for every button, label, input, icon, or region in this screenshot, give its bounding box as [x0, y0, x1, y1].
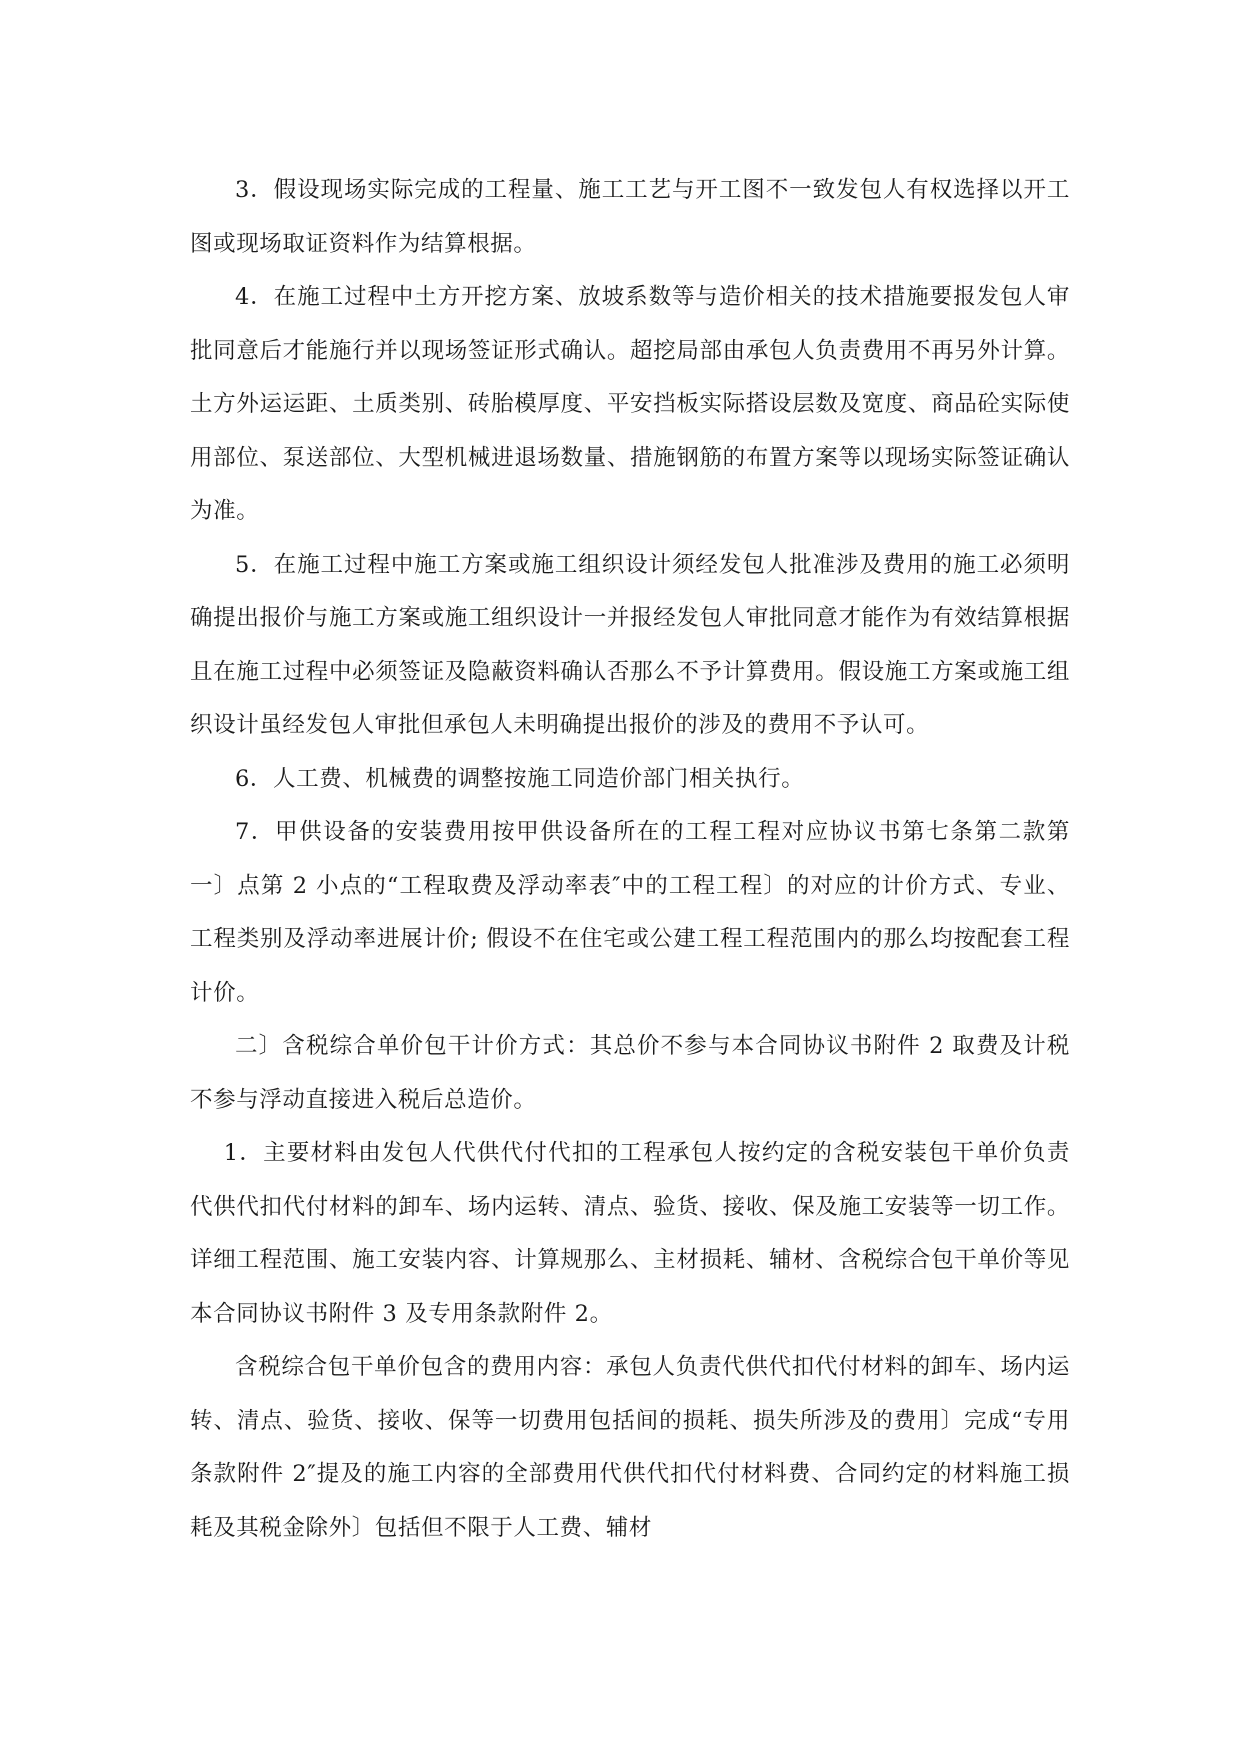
paragraph-item-7: 7．甲供设备的安装费用按甲供设备所在的工程工程对应协议书第七条第二款第一〕点第 2 小点的“工程取费及浮动率表″中的工程工程〕的对应的计价方式、专业、工程类别及浮动率进展计价; 假设不在住宅或公建工程工程范围内的那么均按配套工程计价。 [190, 819, 1070, 1006]
document-body [190, 164, 1070, 1555]
paragraph-item-4: 4．在施工过程中土方开挖方案、放坡系数等与造价相关的技术措施要报发包人审批同意后才能施行并以现场签证形式确认。超挖局部由承包人负责费用不再另外计算。土方外运运距、土质类别、砖胎模厚度、平安挡板实际搭设层数及宽度、商品砼实际使用部位、泵送部位、大型机械进退场数量、措施钢筋的布置方案等以现场实际签证确认为准。 [190, 284, 1070, 524]
paragraph-section-2: 二〕含税综合单价包干计价方式：其总价不参与本合同协议书附件 2 取费及计税不参与浮动直接进入税后总造价。 [190, 1033, 1070, 1113]
paragraph-item-6: 6．人工费、机械费的调整按施工同造价部门相关执行。 [235, 765, 805, 792]
paragraph-item-3: 3．假设现场实际完成的工程量、施工工艺与开工图不一致发包人有权选择以开工图或现场取证资料作为结算根据。 [190, 177, 1070, 257]
paragraph-subitem-1: 1．主要材料由发包人代供代付代扣的工程承包人按约定的含税安装包干单价负责代供代扣代付材料的卸车、场内运转、清点、验货、接收、保及施工安装等一切工作。详细工程范围、施工安装内容、计算规那么、主材损耗、辅材、含税综合包干单价等见本合同协议书附件 3 及专用条款附件 2。 [190, 1140, 1070, 1327]
paragraph-item-5: 5．在施工过程中施工方案或施工组织设计须经发包人批准涉及费用的施工必须明确提出报价与施工方案或施工组织设计一并报经发包人审批同意才能作为有效结算根据且在施工过程中必须签证及隐蔽资料确认否那么不予计算费用。假设施工方案或施工组织设计虽经发包人审批但承包人未明确提出报价的涉及的费用不予认可。 [190, 551, 1070, 738]
paragraph-cost-content: 含税综合包干单价包含的费用内容：承包人负责代供代扣代付材料的卸车、场内运转、清点、验货、接收、保等一切费用包括间的损耗、损失所涉及的费用〕完成“专用条款附件 2″提及的施工内容的全部费用代供代扣代付材料费、合同约定的材料施工损耗及其税金除外〕包括但不限于人工费、辅材 [190, 1354, 1070, 1541]
